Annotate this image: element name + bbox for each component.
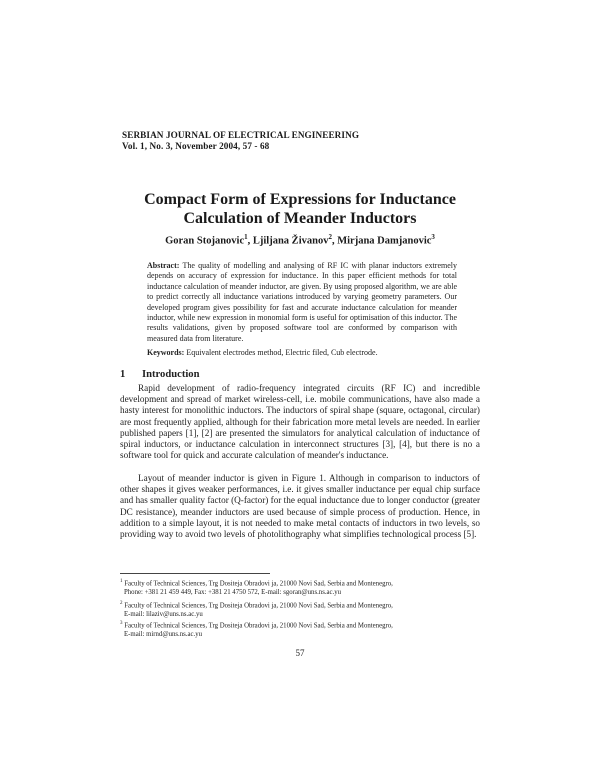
- footnote-3-line-2: E-mail: mirnd@uns.ns.ac.yu: [124, 630, 202, 638]
- author-1: Goran Stojanovic: [165, 235, 245, 247]
- journal-header: [122, 130, 359, 152]
- keywords-text: Equivalent electrodes method, Electric filed, Cub electrode.: [186, 348, 378, 357]
- footnote-1-line-1: Faculty of Technical Sciences, Trg Dositeja Obradovi ja, 21000 Novi Sad, Serbia and Montenegro,: [124, 580, 393, 588]
- footnote-3-line-1: Faculty of Technical Sciences, Trg Dositeja Obradovi ja, 21000 Novi Sad, Serbia and Montenegro,: [124, 622, 393, 630]
- keywords: [147, 348, 457, 358]
- journal-volume: Vol. 1, No. 3, November 2004, 57 - 68: [122, 141, 270, 151]
- footnote-1: [120, 578, 480, 597]
- author-2: Ljiljana Živanov: [252, 235, 329, 247]
- author-3: Mirjana Damjanovic: [337, 235, 432, 247]
- footnote-3: [120, 620, 480, 639]
- footnote-2-line-2: E-mail: lilaziv@uns.ns.ac.yu: [124, 610, 203, 618]
- footnote-3-number: 3: [120, 621, 123, 626]
- footnote-2: [120, 600, 480, 619]
- paragraph-2-text: Layout of meander inductor is given in Figure 1. Although in comparison to inductors of other shapes it gives weaker performances, i.e. it gives smaller inductance per equal chip surface and has smaller quality factor (Q-factor) for the equal inductance due to longer conductor (greater DC resistance), meander inductors are used because of simple process of production. Hence, in addition to a simple layout, it is not needed to make metal contacts of inductors in two levels, so providing way to avoid two levels of photolithography what simplifies technological process [5].: [120, 473, 480, 540]
- abstract-text: The quality of modelling and analysing of RF IC with planar inductors extremely depends on accuracy of expression for inductance. In this paper efficient methods for total inductance calculation of meander inductor, are given. By using proposed algorithm, we are able to predict correctly all inductance variations introduced by varying geometry parameters. Our developed program gives possibility for fast and accurate inductance calculation for meander inductor, while new expression in monomial form is useful for optimisation of this inductor. The results validations, given by proposed software tool are conformed by comparison with measured data from literature.: [147, 261, 458, 343]
- paragraph-1-text: Rapid development of radio-frequency integrated circuits (RF IC) and incredible development and spread of market wireless-cell, i.e. mobile communications, have also made a hasty interest for monolithic inductors. The inductors of spiral shape (square, octagonal, circular) are most frequently applied, although for their fabrication more metal levels are needed. In earlier published papers [1], [2] are presented the simulators for analytical calculation of inductance of spiral inductors, or inductance calculation in interconnect structures [3], [4], but there is no a software tool for quick and accurate calculation of meander's inductance.: [120, 383, 480, 461]
- footnote-1-number: 1: [120, 579, 123, 584]
- author-separator: ,: [247, 235, 253, 247]
- page-number: 57: [295, 648, 305, 658]
- abstract: [147, 261, 457, 344]
- footnote-1-line-2: Phone: +381 21 459 449, Fax: +381 21 4750 572, E-mail: sgoran@uns.ns.ac.yu: [124, 588, 342, 596]
- paragraph-1: [120, 383, 480, 461]
- author-2-affiliation: 2: [328, 233, 332, 241]
- title-line-1: Compact Form of Expressions for Inductance: [144, 191, 456, 208]
- paragraph-2: [120, 473, 480, 540]
- author-separator: ,: [331, 235, 338, 247]
- paper-title: [120, 190, 480, 228]
- author-list: [120, 233, 480, 247]
- author-1-affiliation: 1: [244, 233, 248, 241]
- title-line-2: Calculation of Meander Inductors: [183, 210, 417, 227]
- author-3-affiliation: 3: [431, 233, 435, 241]
- section-title: Introduction: [142, 369, 200, 380]
- journal-name: SERBIAN JOURNAL OF ELECTRICAL ENGINEERING: [122, 130, 360, 140]
- abstract-label: Abstract:: [147, 261, 180, 270]
- section-heading: [120, 369, 200, 380]
- keywords-label: Keywords:: [147, 348, 185, 357]
- footnote-2-line-1: Faculty of Technical Sciences, Trg Dositeja Obradovi ja, 21000 Novi Sad, Serbia and Montenegro,: [124, 602, 393, 610]
- footnote-2-number: 2: [120, 601, 123, 606]
- footnote-divider: [120, 573, 270, 574]
- section-number: 1: [120, 369, 126, 380]
